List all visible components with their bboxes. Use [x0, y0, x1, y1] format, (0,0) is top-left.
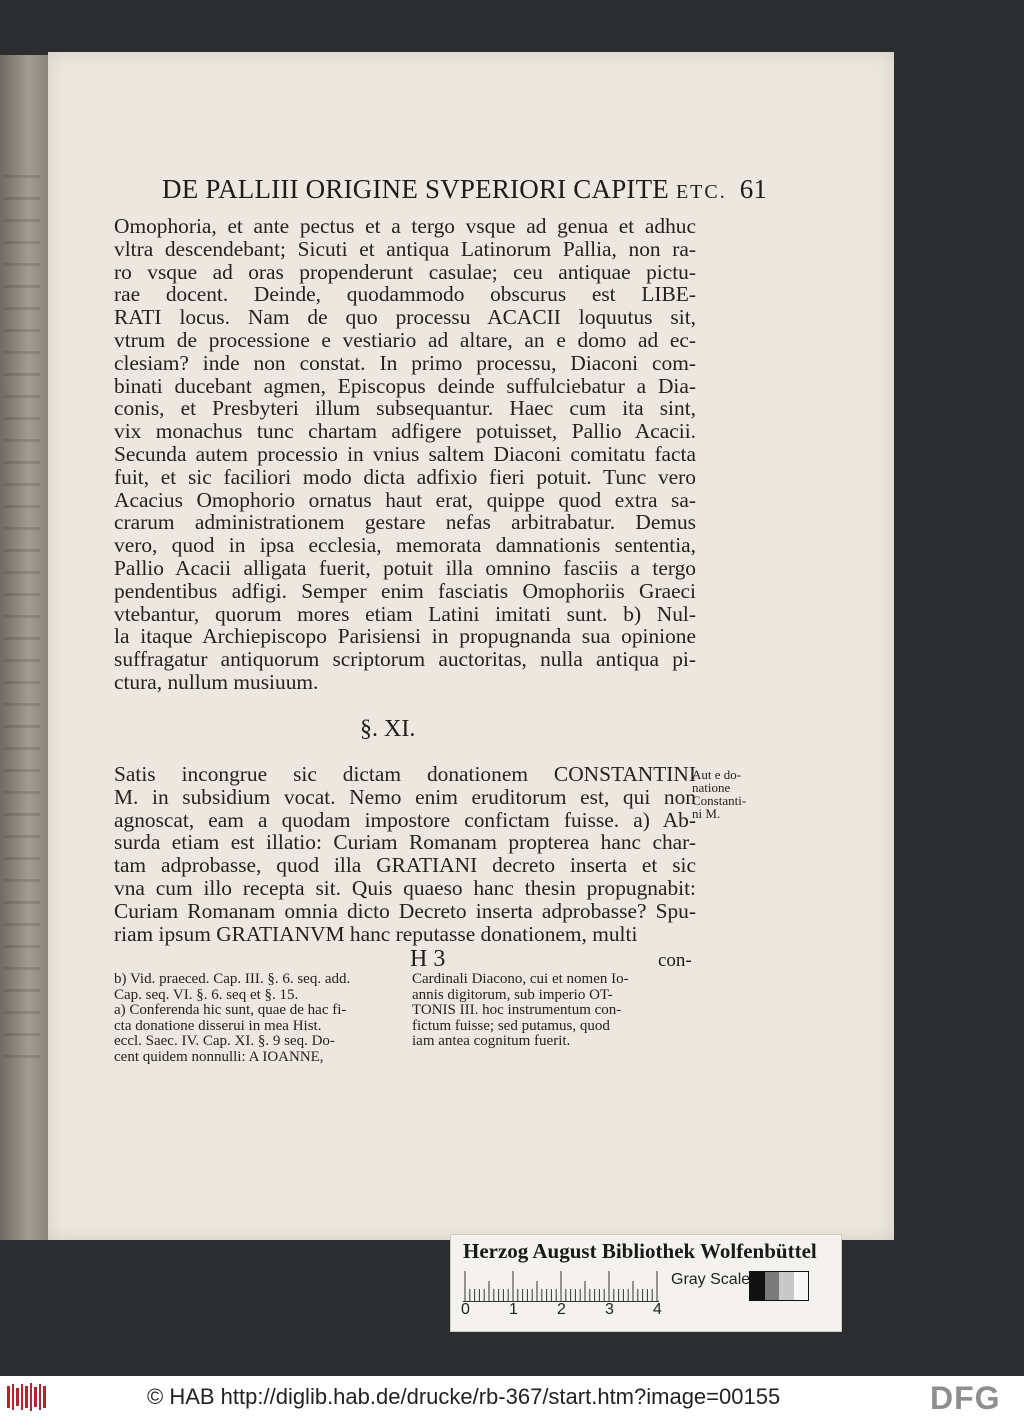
gray-swatch-cell [794, 1272, 809, 1300]
footnotes-left [114, 972, 390, 1066]
text-line: cent quidem nonnulli: A IOANNE, [114, 1048, 324, 1065]
text-line: TONIS III. hoc instrumentum con- [412, 1002, 622, 1019]
text-line: b) Vid. praeced. Cap. III. §. 6. seq. add. [114, 971, 351, 987]
text-line: fictum fuisse; sed putamus, quod [412, 1017, 610, 1034]
text-line: vna cum illo recepta sit. Quis quaeso hanc thesin propugnabit: [114, 875, 696, 900]
text-line: vtebantur, quorum mores etiam Latini imitati sunt. b) Nul- [114, 601, 696, 626]
ruler-number: 2 [557, 1301, 566, 1318]
text-line: suffragatur antiquorum scriptorum auctoritas, nulla antiqua pi- [114, 647, 696, 672]
running-head-etc: ETC. [675, 181, 727, 203]
text-line: agnoscat, eam a quodam impostore confictam fuisse. a) Ab- [114, 807, 696, 832]
library-color-card [450, 1234, 842, 1332]
scale-ruler [463, 1267, 659, 1302]
text-line: a) Conferenda hic sunt, quae de hac fi- [114, 1002, 347, 1019]
section-heading: §. XI. [360, 716, 416, 742]
text-line: eccl. Saec. IV. Cap. XI. §. 9 seq. Do- [114, 1033, 335, 1050]
ruler-number: 0 [461, 1301, 470, 1318]
signature-mark: H 3 [410, 946, 446, 972]
text-line: binati ducebant agmen, Episcopus deinde suffulciebatur a Dia- [114, 373, 696, 398]
text-line: Acacius Omophorio ornatus haut erat, quippe quod extra sa- [114, 487, 696, 512]
text-line: surda etiam est illatio: Curiam Romanam propterea hanc char- [114, 830, 696, 855]
library-card-title: Herzog August Bibliothek Wolfenbüttel [463, 1239, 817, 1263]
text-line: Aut e do- [692, 767, 742, 782]
text-line: vltra descendebant; Sicuti et antiqua Latinorum Pallia, non ra- [114, 236, 696, 261]
text-line: Constanti- [692, 793, 747, 808]
text-line: Cardinali Diacono, cui et nomen Io- [412, 971, 629, 987]
text-line: vix monachus tunc chartam adfigere potuisset, Pallio Acacii. [114, 419, 696, 444]
dfg-logo: DFG [930, 1380, 1001, 1416]
footnotes-right [412, 972, 686, 1050]
text-line: ni M. [692, 806, 721, 821]
text-line: vtrum de processione e vestiario ad altare, an e domo ad ec- [114, 327, 696, 352]
ruler-numbers [463, 1301, 673, 1323]
gray-swatch-cell [750, 1272, 765, 1300]
text-line: Curiam Romanam omnia dicto Decreto inserta adprobasse? Spu- [114, 898, 696, 923]
hab-barcode-logo [6, 1382, 48, 1412]
text-line: ctura, nullum musiuum. [114, 669, 319, 694]
gray-scale-label: Gray Scale [671, 1271, 751, 1288]
text-line: conis, et Presbyteri illum subsequantur. Haec cum ita sint, [114, 396, 696, 421]
text-line: Cap. seq. VI. §. 6. seq et §. 15. [114, 986, 299, 1003]
page-number: 61 [739, 174, 768, 204]
paragraph-1 [114, 215, 696, 694]
ruler-number: 4 [653, 1301, 662, 1318]
text-line: Secunda autem processio in vnius saltem Diaconi comitatu facta [114, 441, 696, 466]
text-line: natione [692, 780, 731, 795]
ruler-number: 1 [509, 1301, 518, 1318]
text-line: RATI locus. Nam de quo processu ACACII loquutus sit, [114, 305, 696, 330]
footer-bar [0, 1376, 1024, 1419]
gray-swatch-cell [779, 1272, 794, 1300]
margin-note [692, 768, 782, 820]
footer-credit: © HAB http://diglib.hab.de/drucke/rb-367/start.htm?image=00155 [147, 1384, 781, 1409]
gray-swatch-cell [765, 1272, 780, 1300]
running-head-title: DE PALLIII ORIGINE SVPERIORI CAPITE [162, 174, 669, 204]
gray-scale-swatch [749, 1271, 809, 1301]
text-line: vero, quod in ipsa ecclesia, memorata damnationis sententia, [114, 533, 696, 558]
text-line: iam antea cognitum fuerit. [412, 1033, 571, 1050]
text-line: M. in subsidium vocat. Nemo enim eruditorum est, qui non [114, 784, 696, 809]
text-line: rae docent. Deinde, quodammodo obscurus est LIBE- [114, 282, 696, 307]
text-line: cta donatione disserui in mea Hist. [114, 1017, 322, 1034]
text-line: tam adprobasse, quod illa GRATIANI decreto inserta et sic [114, 853, 696, 878]
adjacent-page-edge [0, 55, 48, 1240]
text-line: crarum administrationem gestare nefas arbitrabatur. Demus [114, 510, 696, 535]
text-line: fuit, et sic faciliori modo dicta adfixio fieri potuit. Tunc vero [114, 464, 696, 489]
text-line: riam ipsum GRATIANVM hanc reputasse donationem, multi [114, 921, 638, 946]
text-line: clesiam? inde non constat. In primo processu, Diaconi com- [114, 350, 696, 375]
text-line: Satis incongrue sic dictam donationem CONSTANTINI [114, 762, 696, 786]
ruler-ticks [463, 1267, 659, 1301]
text-line: annis digitorum, sub imperio OT- [412, 986, 613, 1003]
text-line: Pallio Acacii alligata fuerit, potuit illa omnino fasciis a tergo [114, 555, 696, 580]
ruler-number: 3 [605, 1301, 614, 1318]
running-head [162, 174, 768, 208]
text-line: ro vsque ad oras propenderunt casulae; ceu antiquae pictu- [114, 259, 696, 284]
text-line: Omophoria, et ante pectus et a tergo vsque ad genua et adhuc [114, 214, 696, 238]
text-line: pendentibus adfigi. Semper enim fasciatis Omophoriis Graeci [114, 578, 696, 603]
text-line: la itaque Archiepiscopo Parisiensi in propugnanda sua opinione [114, 624, 696, 649]
paragraph-2 [114, 763, 696, 945]
catchword: con- [658, 950, 692, 971]
